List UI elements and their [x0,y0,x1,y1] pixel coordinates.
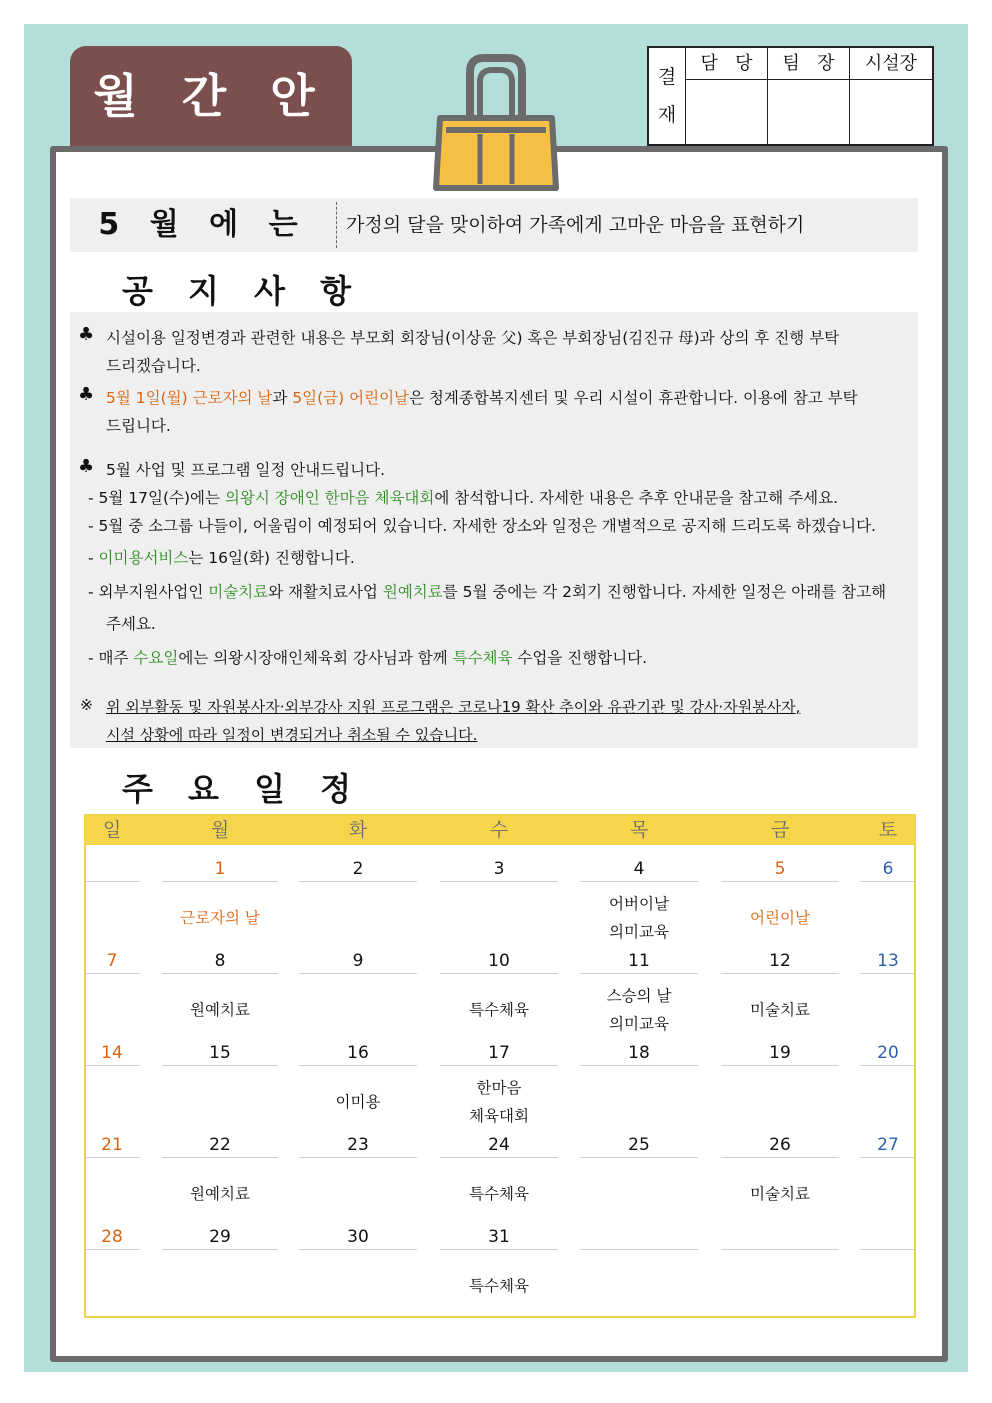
calendar-date[interactable]: 17 [440,1040,558,1066]
weekday-header: 화 [348,819,368,841]
calendar-date[interactable]: 21 [84,1132,140,1158]
notice-item-3: 5월 사업 및 프로그램 일정 안내드립니다. [106,461,385,479]
calendar-event: 미술치료 [750,1185,810,1203]
notice-box [70,312,918,748]
calendar-date[interactable]: 14 [84,1040,140,1066]
calendar-date[interactable]: 5 [721,856,839,882]
calendar-date[interactable]: 1 [162,856,278,882]
event-special-pe: 특수체육 [452,649,513,667]
title-tab [70,46,352,150]
calendar-event: 스승의 날 의미교육 [606,987,672,1033]
notice-sub-5 [88,646,647,668]
notice-text: 를 5월 중에는 각 2회기 진행합니다. 자세한 일정은 아래를 참고해 [442,583,887,601]
remark-mark: ※ [80,696,93,714]
calendar-date[interactable]: 27 [860,1132,916,1158]
notice-text: - 외부지원사업인 [88,583,209,601]
calendar-date[interactable]: 2 [299,856,417,882]
calendar-event: 특수체육 [469,1185,529,1203]
notice-item-2 [106,386,858,408]
month-banner [70,198,918,252]
notice-sub-3 [88,546,355,568]
calendar-date[interactable]: 24 [440,1132,558,1158]
club-bullet-icon: ♣ [78,324,95,345]
calendar-event: 어린이날 [750,909,810,927]
calendar-date[interactable] [580,1224,698,1250]
calendar-date[interactable] [84,856,140,882]
calendar-date[interactable]: 11 [580,948,698,974]
schedule-title: 주 요 일 정 [122,770,364,808]
month-theme: 가정의 달을 맞이하여 가족에게 고마운 마음을 표현하기 [346,214,805,236]
calendar-date[interactable]: 16 [299,1040,417,1066]
remark-line-2: 시설 상황에 따라 일정이 변경되거나 취소될 수 있습니다. [106,726,478,744]
calendar-date[interactable]: 23 [299,1132,417,1158]
club-bullet-icon: ♣ [78,384,95,405]
calendar-date[interactable]: 8 [162,948,278,974]
calendar-date[interactable]: 29 [162,1224,278,1250]
calendar-header [86,816,914,845]
calendar-date[interactable]: 25 [580,1132,698,1158]
approval-sign-director[interactable] [850,80,932,144]
calendar-date[interactable]: 4 [580,856,698,882]
notice-sub-2: - 5월 중 소그룹 나들이, 어울림이 예정되어 있습니다. 자세한 장소와 일정은 개별적으로 공지해 드리도록 하겠습니다. [88,517,876,535]
weekday-header: 금 [770,819,790,841]
calendar-event: 특수체육 [469,1001,529,1019]
calendar-event: 원예치료 [190,1001,250,1019]
holiday-childrens-day: 5일(금) 어린이날 [292,389,410,407]
approval-col-director: 시설장 [850,48,932,80]
calendar-date[interactable]: 10 [440,948,558,974]
calendar-date[interactable]: 19 [721,1040,839,1066]
notice-sub-4-cont: 주세요. [106,615,156,633]
calendar-date[interactable]: 18 [580,1040,698,1066]
notice-sub-1 [88,486,838,508]
calendar-date[interactable]: 9 [299,948,417,974]
approval-sign-teamlead[interactable] [768,80,850,144]
notice-text: 은 청계종합복지센터 및 우리 시설이 휴관합니다. 이용에 참고 부탁 [409,389,858,407]
calendar-date[interactable]: 28 [84,1224,140,1250]
notice-text: 에 참석합니다. 자세한 내용은 추후 안내문을 참고해 주세요. [434,489,839,507]
approval-table [647,46,934,146]
notice-title: 공 지 사 항 [122,272,364,310]
calendar-date[interactable]: 22 [162,1132,278,1158]
month-title: 5 월 에 는 [98,207,308,242]
notice-text: 과 [272,389,293,407]
calendar-date[interactable]: 7 [84,948,140,974]
event-wednesday: 수요일 [133,649,179,667]
calendar-date[interactable]: 3 [440,856,558,882]
approval-col-teamlead: 팀 장 [768,48,850,80]
notice-text: - [88,549,99,567]
approval-side-label: 결 재 [649,48,686,144]
calendar-date[interactable]: 15 [162,1040,278,1066]
calendar-date[interactable]: 12 [721,948,839,974]
remark-line-1: 위 외부활동 및 자원봉사자·외부강사 지원 프로그램은 코로나19 확산 추이와 유관기관 및 강사·자원봉사자, [106,698,801,716]
notice-text: - 매주 [88,649,134,667]
calendar-date[interactable] [860,1224,916,1250]
weekday-header: 목 [629,819,649,841]
weekday-header: 토 [878,819,898,841]
calendar-event: 이미용 [335,1093,381,1111]
notice-item-2-cont: 드립니다. [106,417,171,435]
binder-clip-icon [430,52,562,198]
weekday-header: 일 [102,819,122,841]
calendar-date[interactable]: 26 [721,1132,839,1158]
approval-col-staff: 담 당 [686,48,768,80]
event-beauty-service: 이미용서비스 [98,549,189,567]
page-title: 월 간 안 [93,69,329,123]
approval-sign-staff[interactable] [686,80,768,144]
calendar-event: 근로자의 날 [180,909,260,927]
calendar-date[interactable]: 31 [440,1224,558,1250]
calendar-date[interactable]: 6 [860,856,916,882]
notice-item-1-cont: 드리겠습니다. [106,357,201,375]
calendar-event: 미술치료 [750,1001,810,1019]
notice-text: 와 재활치료사업 [268,583,383,601]
club-bullet-icon: ♣ [78,456,95,477]
notice-text: - 5월 17일(수)에는 [88,489,225,507]
notice-item-1: 시설이용 일정변경과 관련한 내용은 부모회 회장님(이상윤 父) 혹은 부회장님(김진규 母)과 상의 후 진행 부탁 [106,329,840,347]
weekday-header: 수 [489,819,509,841]
notice-sub-4 [88,580,886,602]
weekday-header: 월 [210,819,230,841]
notice-text: 수업을 진행합니다. [512,649,648,667]
event-sports-day: 의왕시 장애인 한마음 체육대회 [224,489,435,507]
notice-text: 는 16일(화) 진행합니다. [188,549,355,567]
calendar-event: 어버이날 의미교육 [609,895,669,941]
calendar-event: 한마음 체육대회 [469,1079,529,1125]
calendar-event: 원예치료 [190,1185,250,1203]
calendar-date[interactable] [721,1224,839,1250]
calendar [84,814,916,1318]
calendar-date[interactable]: 20 [860,1040,916,1066]
calendar-date[interactable]: 30 [299,1224,417,1250]
holiday-labor-day: 5월 1일(월) 근로자의 날 [106,389,273,407]
notice-text: 에는 의왕시장애인체육회 강사님과 함께 [178,649,453,667]
calendar-event: 특수체육 [469,1277,529,1295]
event-horticulture-therapy: 원예치료 [382,583,443,601]
event-art-therapy: 미술치료 [208,583,269,601]
month-divider [336,202,337,248]
calendar-date[interactable]: 13 [860,948,916,974]
